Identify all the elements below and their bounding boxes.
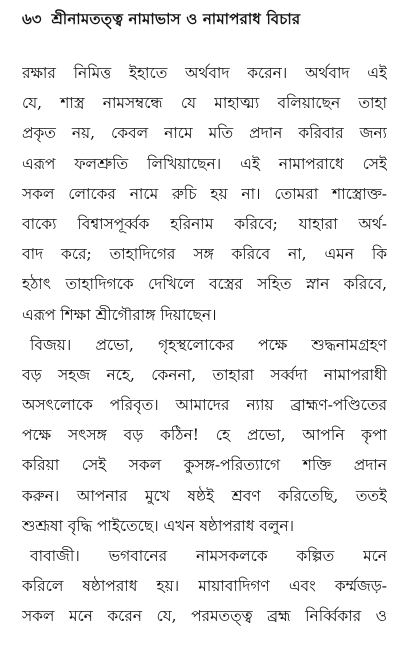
- text-line: বাদ করে; তাহাদিগের সঙ্গ করিবে না, এমন কি: [22, 245, 387, 264]
- text-line: প্রকৃত নয়, কেবল নামে মতি প্রদান করিবার জন্য: [22, 124, 387, 143]
- text-line: যে, শাস্ত্র নামসম্বন্ধে যে মাহাত্ম্য বলিয়াছেন তাহা: [22, 94, 387, 113]
- text-line: সকল লোকের নামে রুচি হয় না। তোমরা শাস্ত্রোক্ত-: [22, 184, 387, 203]
- running-title: শ্রীনামতত্ত্ব নামাভাস ও নামাপরাধ বিচার: [51, 10, 301, 28]
- text-line: এরূপ ফলশ্রুতি লিখিয়াছেন। এই নামাপরাধে সেই: [22, 154, 387, 173]
- running-head: [22, 8, 387, 36]
- text-line: অসৎলোকে পরিবৃত। আমাদের ন্যায় ব্রাহ্মণ-পণ্ডিতের: [22, 396, 387, 415]
- paragraph-start-line: বাবাজী। ভগবানের নামসকলকে কল্পিত মনে: [30, 547, 387, 565]
- text-line: বাক্যে বিশ্বাসপূর্ব্বক হরিনাম করিবে; যাহারা অর্থ-: [22, 214, 387, 233]
- text-line: করুন। আপনার মুখে ষষ্ঠই শ্রবণ করিতেছি, ততই: [22, 486, 387, 505]
- text-line: করিয়া সেই সকল কুসঙ্গ-পরিত্যাগে শক্তি প্রদান: [22, 456, 387, 475]
- page-number: ৬৩: [22, 10, 42, 28]
- text-line: রক্ষার নিমিত্ত ইহাতে অর্থবাদ করেন। অর্থবাদ এই: [22, 64, 387, 82]
- text-line: বড় সহজ নহে, কেননা, তাহারা সর্ব্বদা নামাপরাধী: [22, 365, 387, 384]
- body-text: [22, 58, 387, 632]
- text-line: পক্ষে সৎসঙ্গ বড় কঠিন! হে প্রভো, আপনি কৃপা: [22, 426, 387, 445]
- text-line: করিলে ষষ্ঠাপরাধ হয়। মায়াবাদিগণ এবং কর্ম্মজড়-: [22, 577, 387, 596]
- text-line: শুশ্রূষা বৃদ্ধি পাইতেছে। এখন ষষ্ঠাপরাধ বলুন।: [22, 516, 295, 535]
- text-line: হঠাৎ তাহাদিগকে দেখিলে বস্ত্রের সহিত স্নান করিবে,: [22, 275, 387, 294]
- paragraph-start-line: বিজয়। প্রভো, গৃহস্থলোকের পক্ষে শুদ্ধনামগ্রহণ: [30, 335, 387, 354]
- text-line: এরূপ শিক্ষা শ্রীগৌরাঙ্গ দিয়াছেন।: [22, 305, 217, 324]
- text-line: সকল মনে করেন যে, পরমতত্ত্ব ব্রহ্ম নির্ব্বিকার ও: [22, 607, 387, 626]
